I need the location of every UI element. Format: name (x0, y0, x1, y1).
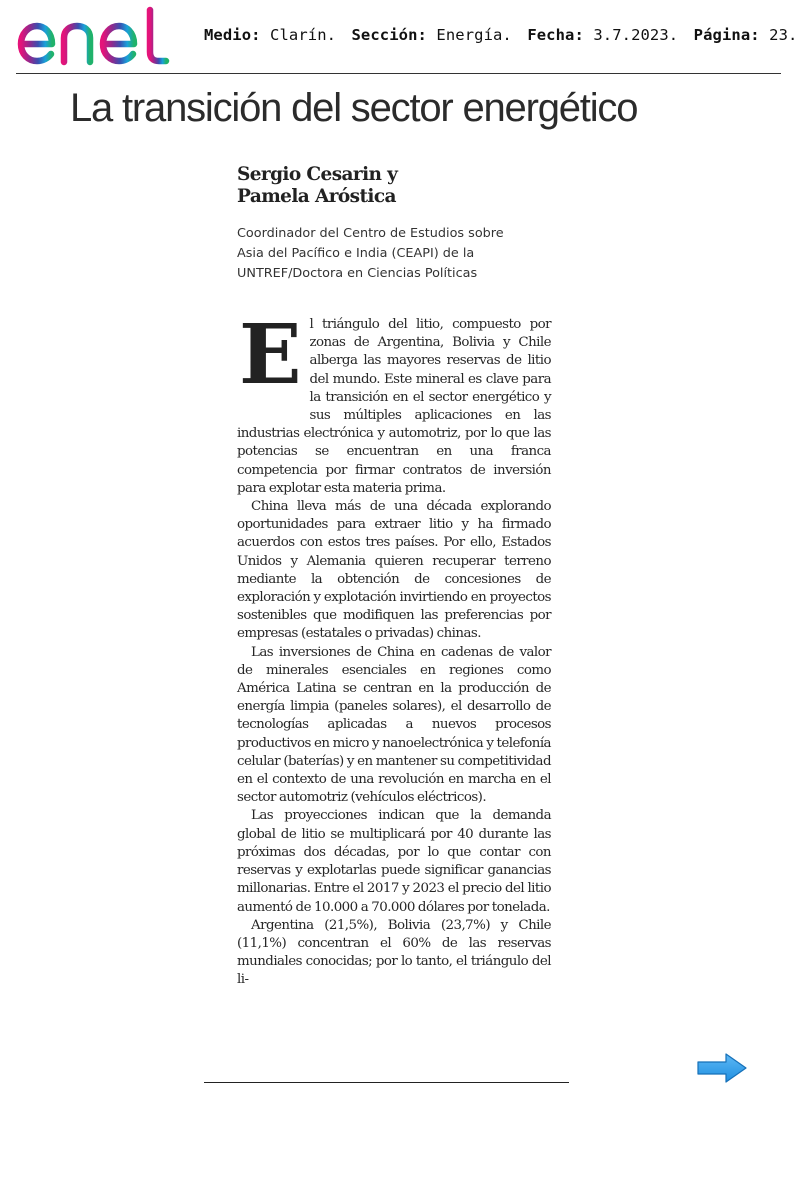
pagina-label: Página: (693, 26, 760, 44)
column-end-divider (204, 1082, 569, 1083)
article-paragraph (237, 307, 551, 498)
scan-fade (230, 1036, 560, 1064)
medio-label: Medio: (204, 26, 261, 44)
paragraph-text: l triángulo del litio, compuesto por zonas de Argentina, Bolivia y Chile alberga las mayores reservas de litio del mundo. Este mineral es clave para la transición en el sector energético y sus múltiples aplicaciones en las industrias electrónica y automotriz, por lo que las potencias se encuentran en una franca competencia por firmar contratos de inversión para explotar esta materia prima. (237, 317, 551, 496)
fecha-value: 3.7.2023. (593, 26, 679, 44)
pagina-value: 23. (769, 26, 798, 44)
author-roles (237, 224, 537, 284)
fecha-label: Fecha: (527, 26, 584, 44)
role-line: UNTREF/Doctora en Ciencias Políticas (237, 266, 478, 281)
enel-logo (16, 6, 180, 66)
article-body (237, 307, 551, 990)
clipping-header (16, 6, 798, 66)
role-line: Coordinador del Centro de Estudios sobre (237, 226, 504, 241)
article-paragraph: China lleva más de una década explorando oportunidades para extraer litio y ha firmado acuerdos con estos tres países. Por ello, Estados Unidos y Alemania quieren recuperar terreno mediante la obtención de concesiones de exploración y explotación invirtiendo en proyectos sostenibles que modifiquen las preferencias por empresas (estatales o privadas) chinas. (237, 499, 551, 642)
article-paragraph: Las proyecciones indican que la demanda global de litio se multiplicará por 40 durante las próximas dos décadas, por lo que contar con reservas y explotarlas puede significar ganancias millonarias. Entre el 2017 y 2023 el precio del litio aumentó de 10.000 a 70.000 dólares por tonelada. (237, 808, 551, 915)
clipping-metadata (204, 26, 797, 44)
article-headline: La transición del sector energético (70, 86, 638, 130)
author-line: Sergio Cesarin y (237, 164, 398, 185)
medio-value: Clarín. (270, 26, 337, 44)
right-arrow-icon[interactable] (696, 1052, 748, 1084)
article-paragraph: Argentina (21,5%), Bolivia (23,7%) y Chile (11,1%) concentran el 60% de las reservas mundiales conocidas; por lo tanto, el triángulo del li- (237, 917, 551, 988)
drop-cap: E (239, 307, 302, 403)
seccion-label: Sección: (351, 26, 427, 44)
header-divider (16, 73, 781, 74)
seccion-value: Energía. (436, 26, 512, 44)
article-paragraph: Las inversiones de China en cadenas de valor de minerales esenciales en regiones como América Latina se centran en la producción de energía limpia (paneles solares), el desarrollo de tecnologías aplicadas a nuevos procesos productivos en micro y nanoelectrónica y telefonía celular (baterías) y en mantener su competitividad en el contexto de una revolución en marcha en el sector automotriz (vehículos eléctricos). (237, 644, 551, 806)
author-line: Pamela Aróstica (237, 186, 396, 207)
role-line: Asia del Pacífico e India (CEAPI) de la (237, 246, 475, 261)
article-authors (237, 164, 397, 208)
